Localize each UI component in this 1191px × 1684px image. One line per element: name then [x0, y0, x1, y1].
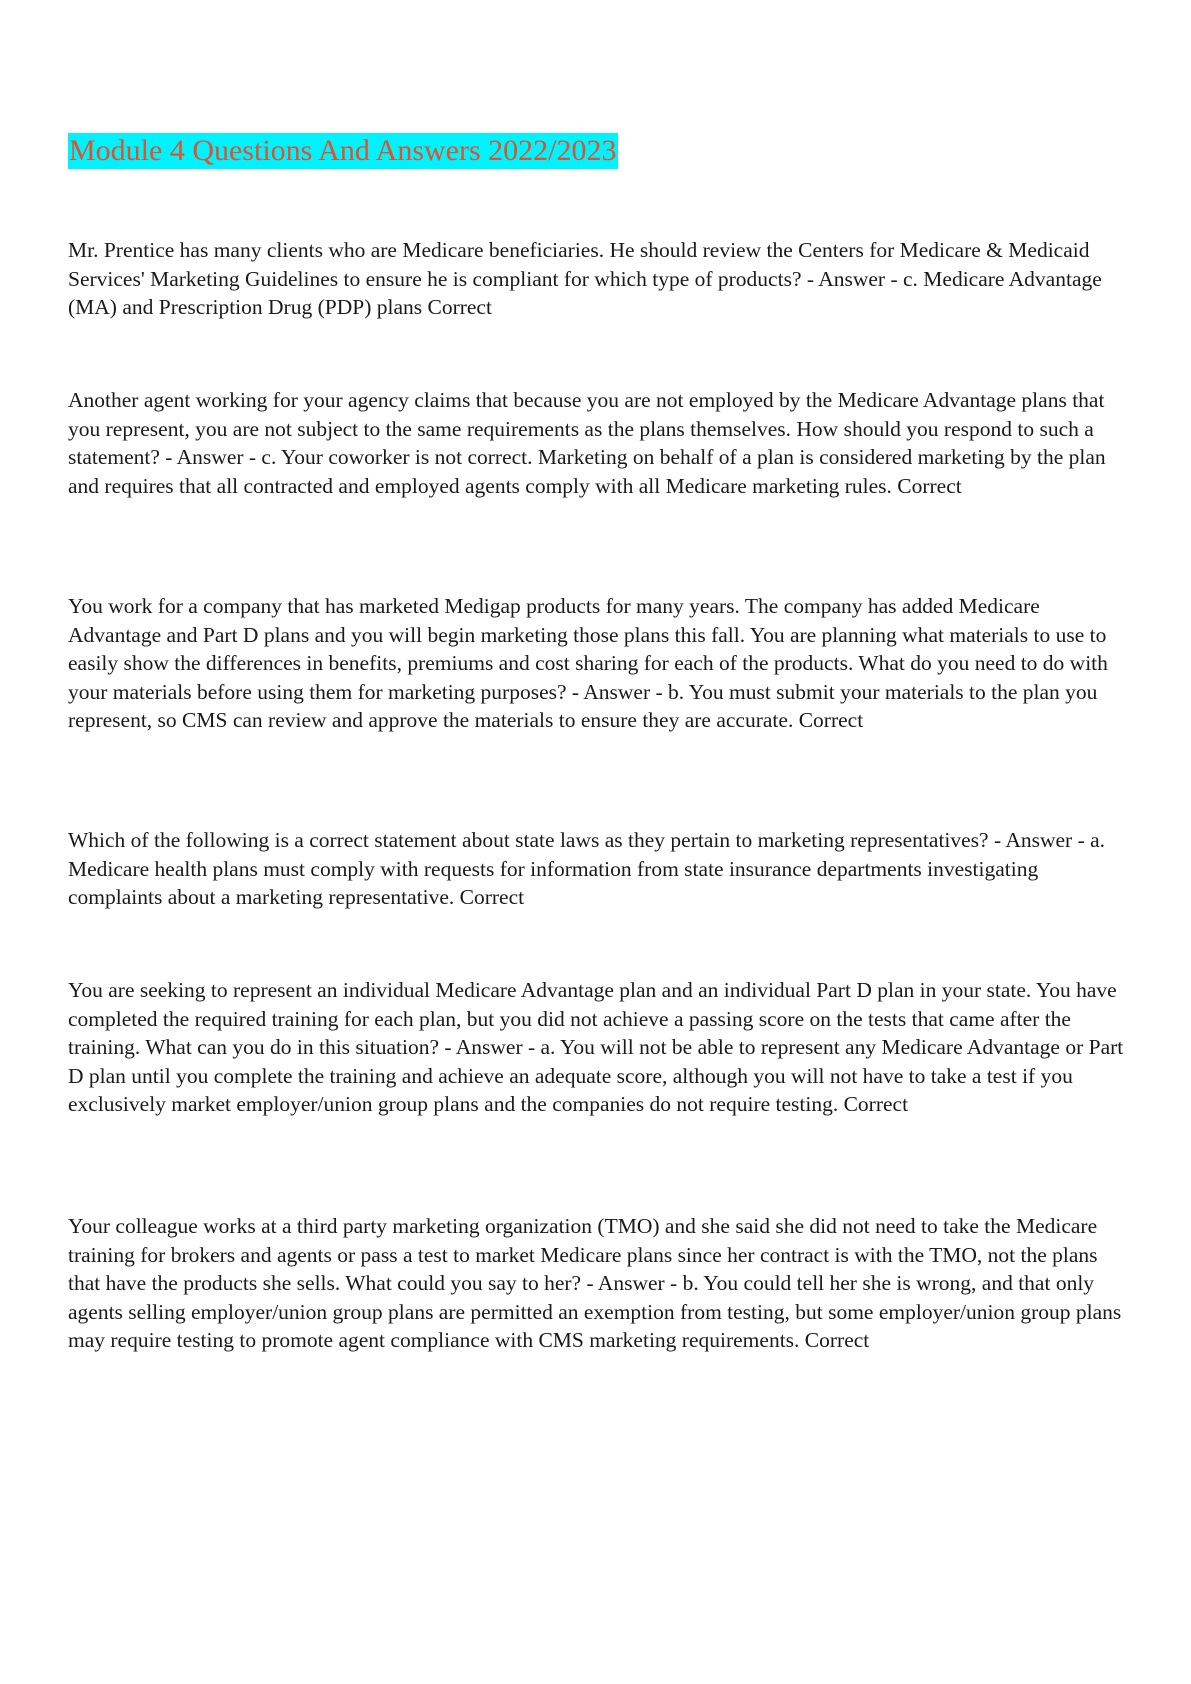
document-title: Module 4 Questions And Answers 2022/2023 — [69, 134, 617, 167]
question-answer-4: Which of the following is a correct statement about state laws as they pertain to marketing representatives? - Answer - a. Medicare health plans must comply with requests for information from state insurance departments investigating complaints about a marketing representative. Correct — [68, 828, 1106, 910]
question-answer-5: You are seeking to represent an individual Medicare Advantage plan and an individual Part D plan in your state. You have completed the required training for each plan, but you did not achieve a passing score on the tests that came after the training. What can you do in this situation? - Answer - a. You will not be able to represent any Medicare Advantage or Part D plan until you complete the training and achieve an adequate score, although you will not have to take a test if you exclusively market employer/union group plans and the companies do not require testing. Correct — [68, 978, 1124, 1117]
question-answer-3: You work for a company that has marketed Medigap products for many years. The company has added Medicare Advantage and Part D plans and you will begin marketing those plans this fall. You are planning what materials to use to easily show the differences in benefits, premiums and cost sharing for each of the products. What do you need to do with your materials before using them for marketing purposes? - Answer - b. You must submit your materials to the plan you represent, so CMS can review and approve the materials to ensure they are accurate. Correct — [68, 594, 1108, 733]
question-answer-2: Another agent working for your agency claims that because you are not employed by the Medicare Advantage plans that you represent, you are not subject to the same requirements as the plans themselves. How should you respond to such a statement? - Answer - c. Your coworker is not correct. Marketing on behalf of a plan is considered marketing by the plan and requires that all contracted and employed agents comply with all Medicare marketing rules. Correct — [68, 388, 1106, 498]
question-answer-6: Your colleague works at a third party marketing organization (TMO) and she said she did not need to take the Medicare training for brokers and agents or pass a test to market Medicare plans since her contract is with the TMO, not the plans that have the products she sells. What could you say to her? - Answer - b. You could tell her she is wrong, and that only agents selling employer/union group plans are permitted an exemption from testing, but some employer/union group plans may require testing to promote agent compliance with CMS marketing requirements. Correct — [68, 1214, 1122, 1353]
question-answer-1: Mr. Prentice has many clients who are Medicare beneficiaries. He should review the Centers for Medicare & Medicaid Services' Marketing Guidelines to ensure he is compliant for which type of products? - Answer - c. Medicare Advantage (MA) and Prescription Drug (PDP) plans Correct — [68, 238, 1102, 320]
